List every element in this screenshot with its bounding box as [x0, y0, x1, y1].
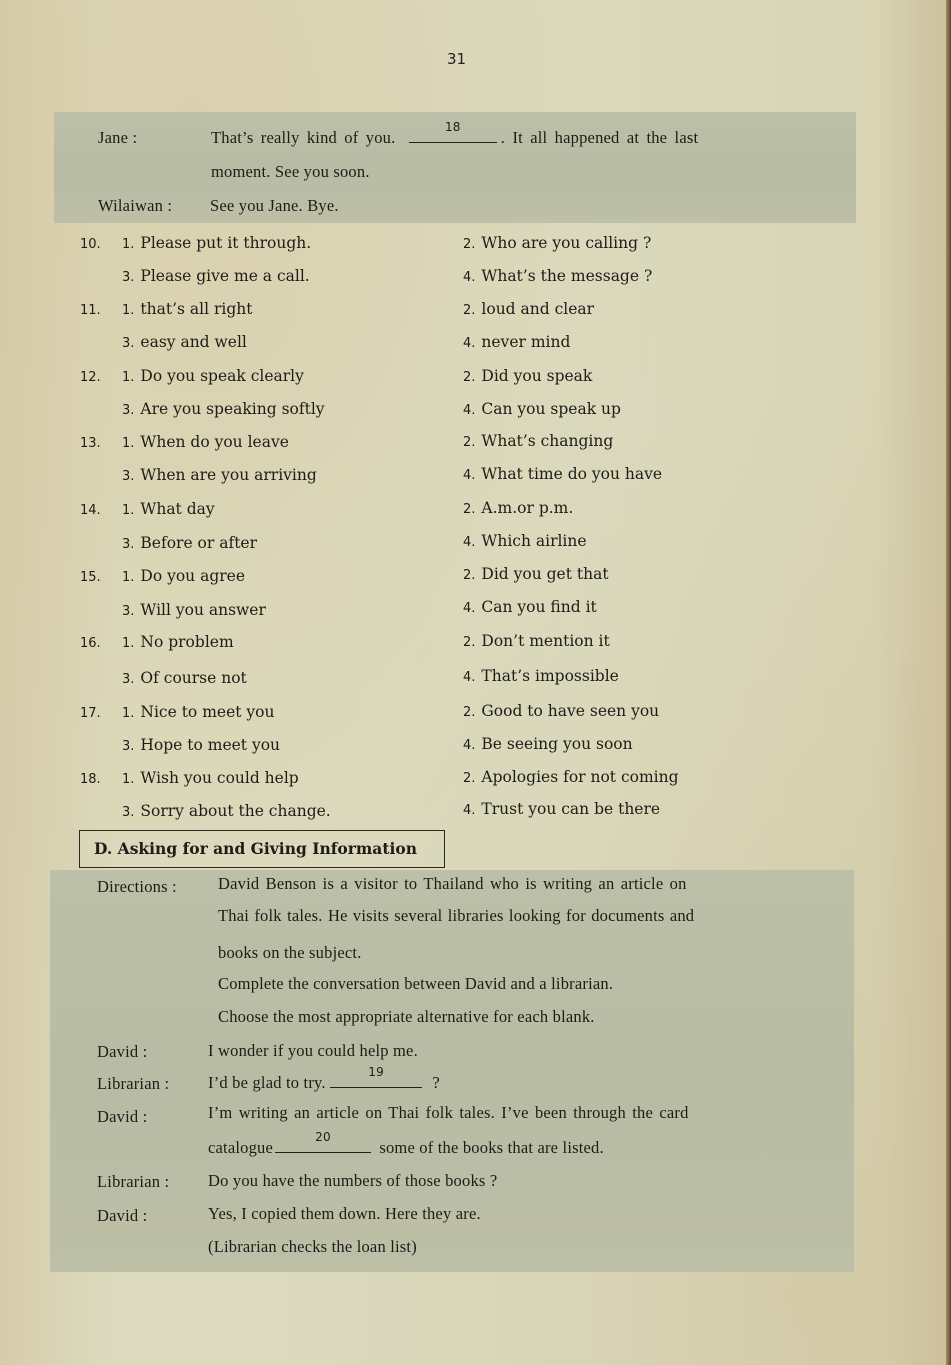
dialogue-line — [208, 1065, 440, 1093]
option-4[interactable]: 4. Which airline — [463, 532, 587, 550]
option-1[interactable]: 1. Nice to meet you — [122, 703, 275, 721]
directions-line: Thai folk tales. He visits several libraries looking for documents and — [218, 906, 695, 925]
option-1[interactable]: 1. What day — [122, 500, 215, 518]
option-4[interactable]: 4. What’s the message ? — [463, 267, 653, 285]
dialogue-text: See you Jane. Bye. — [210, 196, 339, 215]
option-2[interactable]: 2. A.m.or p.m. — [463, 499, 574, 517]
option-4[interactable]: 4. That’s impossible — [463, 667, 619, 685]
option-3[interactable]: 3. Before or after — [122, 534, 258, 552]
dialogue-line — [208, 1130, 604, 1158]
option-1[interactable]: 1. When do you leave — [122, 433, 289, 451]
option-1[interactable]: 1. Please put it through. — [122, 234, 312, 252]
dialogue-text: I wonder if you could help me. — [208, 1041, 418, 1060]
directions-line: David Benson is a visitor to Thailand who is writing an article on — [218, 874, 687, 893]
option-4[interactable]: 4. What time do you have — [463, 465, 663, 483]
option-3[interactable]: 3. easy and well — [122, 333, 247, 351]
option-2[interactable]: 2. Don’t mention it — [463, 632, 610, 650]
directions-line: Choose the most appropriate alternative for each blank. — [218, 1007, 595, 1026]
dialogue-text: That’s really kind of you. — [211, 128, 396, 147]
section-heading: D. Asking for and Giving Information — [79, 830, 445, 868]
dialogue-text: moment. See you soon. — [211, 162, 370, 181]
option-3[interactable]: 3. Of course not — [122, 669, 247, 687]
question-number: 10. — [80, 237, 101, 252]
speaker-label: David : — [97, 1107, 148, 1126]
speaker-label: Librarian : — [97, 1172, 170, 1191]
stage-direction: (Librarian checks the loan list) — [208, 1237, 417, 1256]
dialogue-text: catalogue — [208, 1138, 274, 1157]
option-3[interactable]: 3. Sorry about the change. — [122, 802, 331, 820]
answer-blank — [409, 120, 497, 143]
blank-number: 20 — [315, 1130, 331, 1144]
speaker-label: Jane : — [98, 128, 138, 147]
blank-number: 18 — [444, 120, 461, 134]
dialogue-text: I’d be glad to try. — [208, 1073, 326, 1092]
speaker-label: David : — [97, 1042, 148, 1061]
option-4[interactable]: 4. Can you speak up — [463, 400, 621, 418]
question-number: 13. — [80, 436, 101, 451]
dialogue-line — [210, 196, 339, 216]
answer-blank — [330, 1065, 422, 1088]
speaker-label: Wilaiwan : — [98, 196, 173, 215]
option-3[interactable]: 3. Please give me a call. — [122, 267, 310, 285]
option-2[interactable]: 2. Good to have seen you — [463, 702, 660, 720]
dialogue-line — [98, 128, 137, 148]
directions-line: Complete the conversation between David and a librarian. — [218, 974, 614, 993]
question-number: 17. — [80, 706, 101, 721]
dialogue-text: some of the books that are listed. — [379, 1138, 604, 1157]
option-2[interactable]: 2. Apologies for not coming — [463, 768, 679, 786]
option-3[interactable]: 3. When are you arriving — [122, 466, 317, 484]
question-number: 14. — [80, 503, 101, 518]
dialogue-text: I’m writing an article on Thai folk tales. I’ve been through the card — [208, 1103, 689, 1122]
directions-label: Directions : — [97, 877, 177, 896]
option-3[interactable]: 3. Are you speaking softly — [122, 400, 325, 418]
dialogue-text: ? — [432, 1073, 440, 1092]
option-1[interactable]: 1. No problem — [122, 633, 234, 651]
option-1[interactable]: 1. Do you agree — [122, 567, 246, 585]
dialogue-text: . It all happened at the last — [500, 128, 699, 147]
question-number: 12. — [80, 370, 101, 385]
question-number: 16. — [80, 636, 101, 651]
option-2[interactable]: 2. loud and clear — [463, 300, 595, 318]
option-2[interactable]: 2. Did you speak — [463, 367, 593, 385]
directions-line: books on the subject. — [218, 943, 362, 962]
blank-number: 19 — [368, 1065, 384, 1079]
option-1[interactable]: 1. that’s all right — [122, 300, 253, 318]
option-1[interactable]: 1. Wish you could help — [122, 769, 299, 787]
option-4[interactable]: 4. Can you find it — [463, 598, 597, 616]
option-3[interactable]: 3. Will you answer — [122, 601, 266, 619]
speaker-label: David : — [97, 1206, 148, 1225]
dialogue-line — [211, 162, 370, 182]
answer-blank — [275, 1130, 371, 1153]
question-number: 15. — [80, 570, 101, 585]
option-4[interactable]: 4. Be seeing you soon — [463, 735, 633, 753]
option-4[interactable]: 4. never mind — [463, 333, 571, 351]
option-4[interactable]: 4. Trust you can be there — [463, 800, 661, 818]
option-2[interactable]: 2. Who are you calling ? — [463, 234, 652, 252]
dialogue-line — [98, 196, 172, 216]
dialogue-line — [211, 120, 699, 148]
page-number: 31 — [447, 50, 467, 68]
option-2[interactable]: 2. What’s changing — [463, 432, 614, 450]
question-number: 11. — [80, 303, 101, 318]
question-number: 18. — [80, 772, 101, 787]
option-1[interactable]: 1. Do you speak clearly — [122, 367, 304, 385]
dialogue-text: Do you have the numbers of those books ? — [208, 1171, 498, 1190]
dialogue-text: Yes, I copied them down. Here they are. — [208, 1204, 481, 1223]
option-2[interactable]: 2. Did you get that — [463, 565, 609, 583]
page-edge — [946, 0, 951, 1365]
option-3[interactable]: 3. Hope to meet you — [122, 736, 281, 754]
speaker-label: Librarian : — [97, 1074, 170, 1093]
